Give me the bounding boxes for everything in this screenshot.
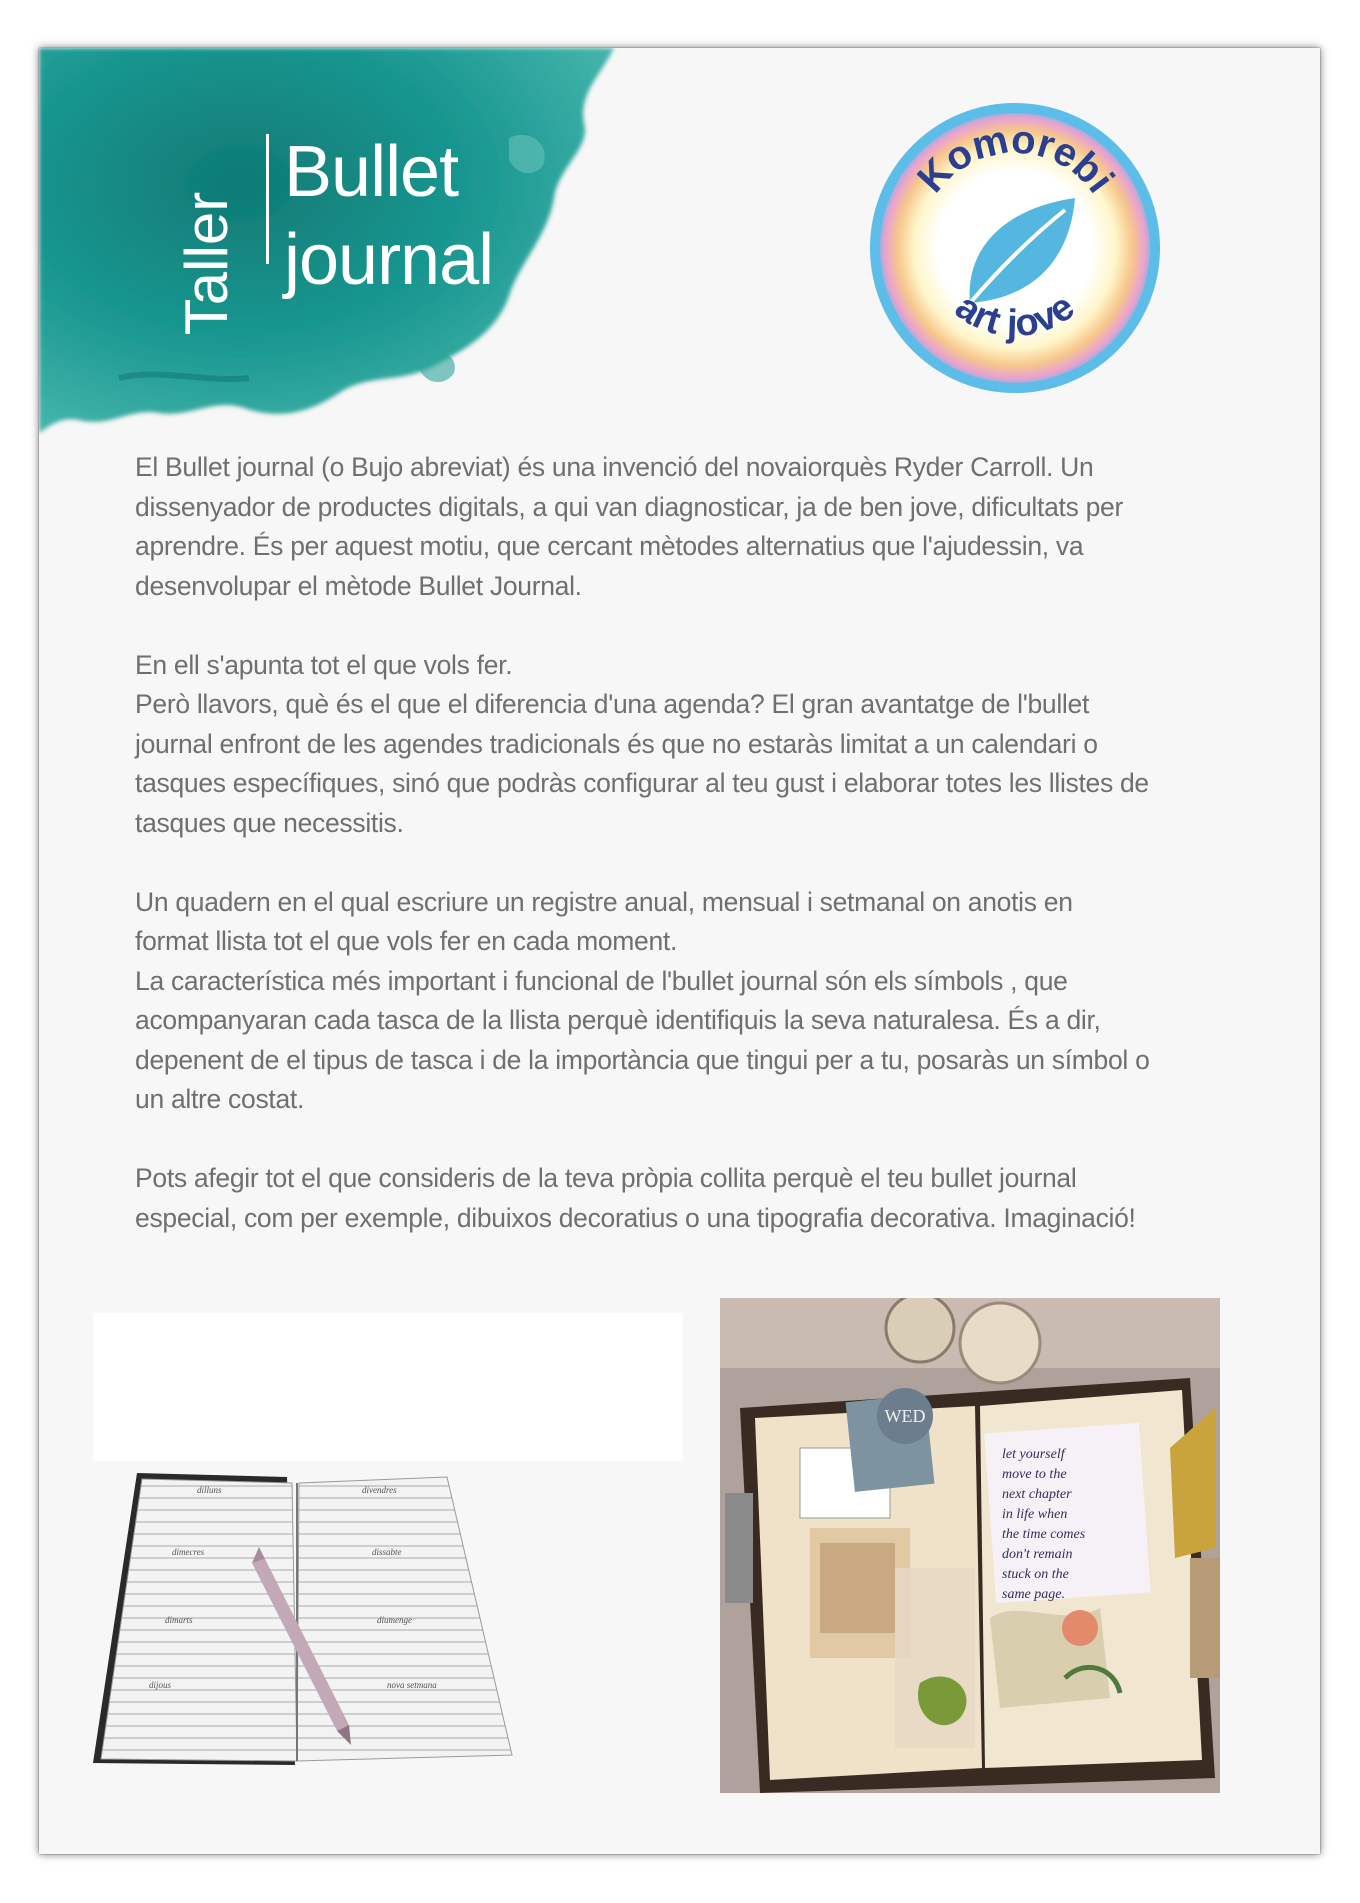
journal-collage-photo (720, 1298, 1220, 1793)
note-line-2: move to the (1002, 1467, 1067, 1482)
note-line-4: in life when (1002, 1507, 1068, 1522)
label-dijous: dijous (149, 1680, 172, 1690)
title-line-2: journal (284, 220, 494, 300)
label-diumenge: diumenge (377, 1615, 412, 1625)
label-dilluns: dilluns (197, 1485, 222, 1495)
paragraph-1: El Bullet journal (o Bujo abreviat) és una invenció del novaiorquès Ryder Carroll. Un dissenyador de productes digitals, a qui van diagnosticar, ja de ben jove, dificultats per aprendre. És per aquest motiu, que cercant mètodes alternatius que l'ajudessin, va desenvolupar el mètode Bullet Journal. (135, 452, 1123, 601)
komorebi-logo (865, 98, 1165, 398)
flyer-page (39, 48, 1320, 1854)
body-text (135, 448, 1255, 1278)
title-divider (266, 134, 269, 264)
note-line-1: let yourself (1002, 1447, 1065, 1462)
label-divendres: divendres (362, 1485, 397, 1495)
logo-bottom-text: art jove (947, 285, 1083, 346)
paragraph-2: En ell s'apunta tot el que vols fer. Però llavors, què és el que el diferencia d'una agenda? El gran avantatge de l'bullet journal enfront de les agendes tradicionals és que no estaràs limitat a un calendari o tasques específiques, sinó que podràs configurar al teu gust i elaborar totes les llistes de tasques que necessitis. (135, 649, 1149, 838)
page-title (284, 128, 493, 304)
title-line-1: Bullet (284, 132, 459, 212)
note-line-5: the time comes (1002, 1527, 1086, 1542)
stamp-text: WED (884, 1406, 926, 1426)
note-line-6: don't remain (1002, 1547, 1073, 1562)
label-dissabte: dissabte (372, 1547, 402, 1557)
label-dimarts: dimarts (165, 1615, 193, 1625)
kicker-title (159, 168, 255, 358)
note-line-7: stuck on the (1002, 1567, 1069, 1582)
blank-box (93, 1313, 683, 1461)
label-nova-setmana: nova setmana (387, 1680, 437, 1690)
paragraph-4: Pots afegir tot el que consideris de la teva pròpia collita perquè el teu bullet journal especial, com per exemple, dibuixos decoratius o una tipografia decorativa. Imaginació! (135, 1163, 1136, 1233)
note-line-8: same page. (1002, 1587, 1065, 1602)
logo-top-text: Komorebi (909, 117, 1123, 201)
kicker-text: Taller (173, 191, 241, 335)
label-dimecres: dimecres (172, 1547, 205, 1557)
notebook-photo (87, 1463, 517, 1773)
paragraph-3: Un quadern en el qual escriure un registre anual, mensual i setmanal on anotis en format llista tot el que vols fer en cada moment. La característica més important i funcional de l'bullet journal són els símbols , que acompanyaran cada tasca de la llista perquè identifiquis la seva naturalesa. És a dir, depenent de el tipus de tasca i de la importància que tingui per a tu, posaràs un símbol o un altre costat. (135, 886, 1150, 1114)
note-line-3: next chapter (1002, 1487, 1072, 1502)
